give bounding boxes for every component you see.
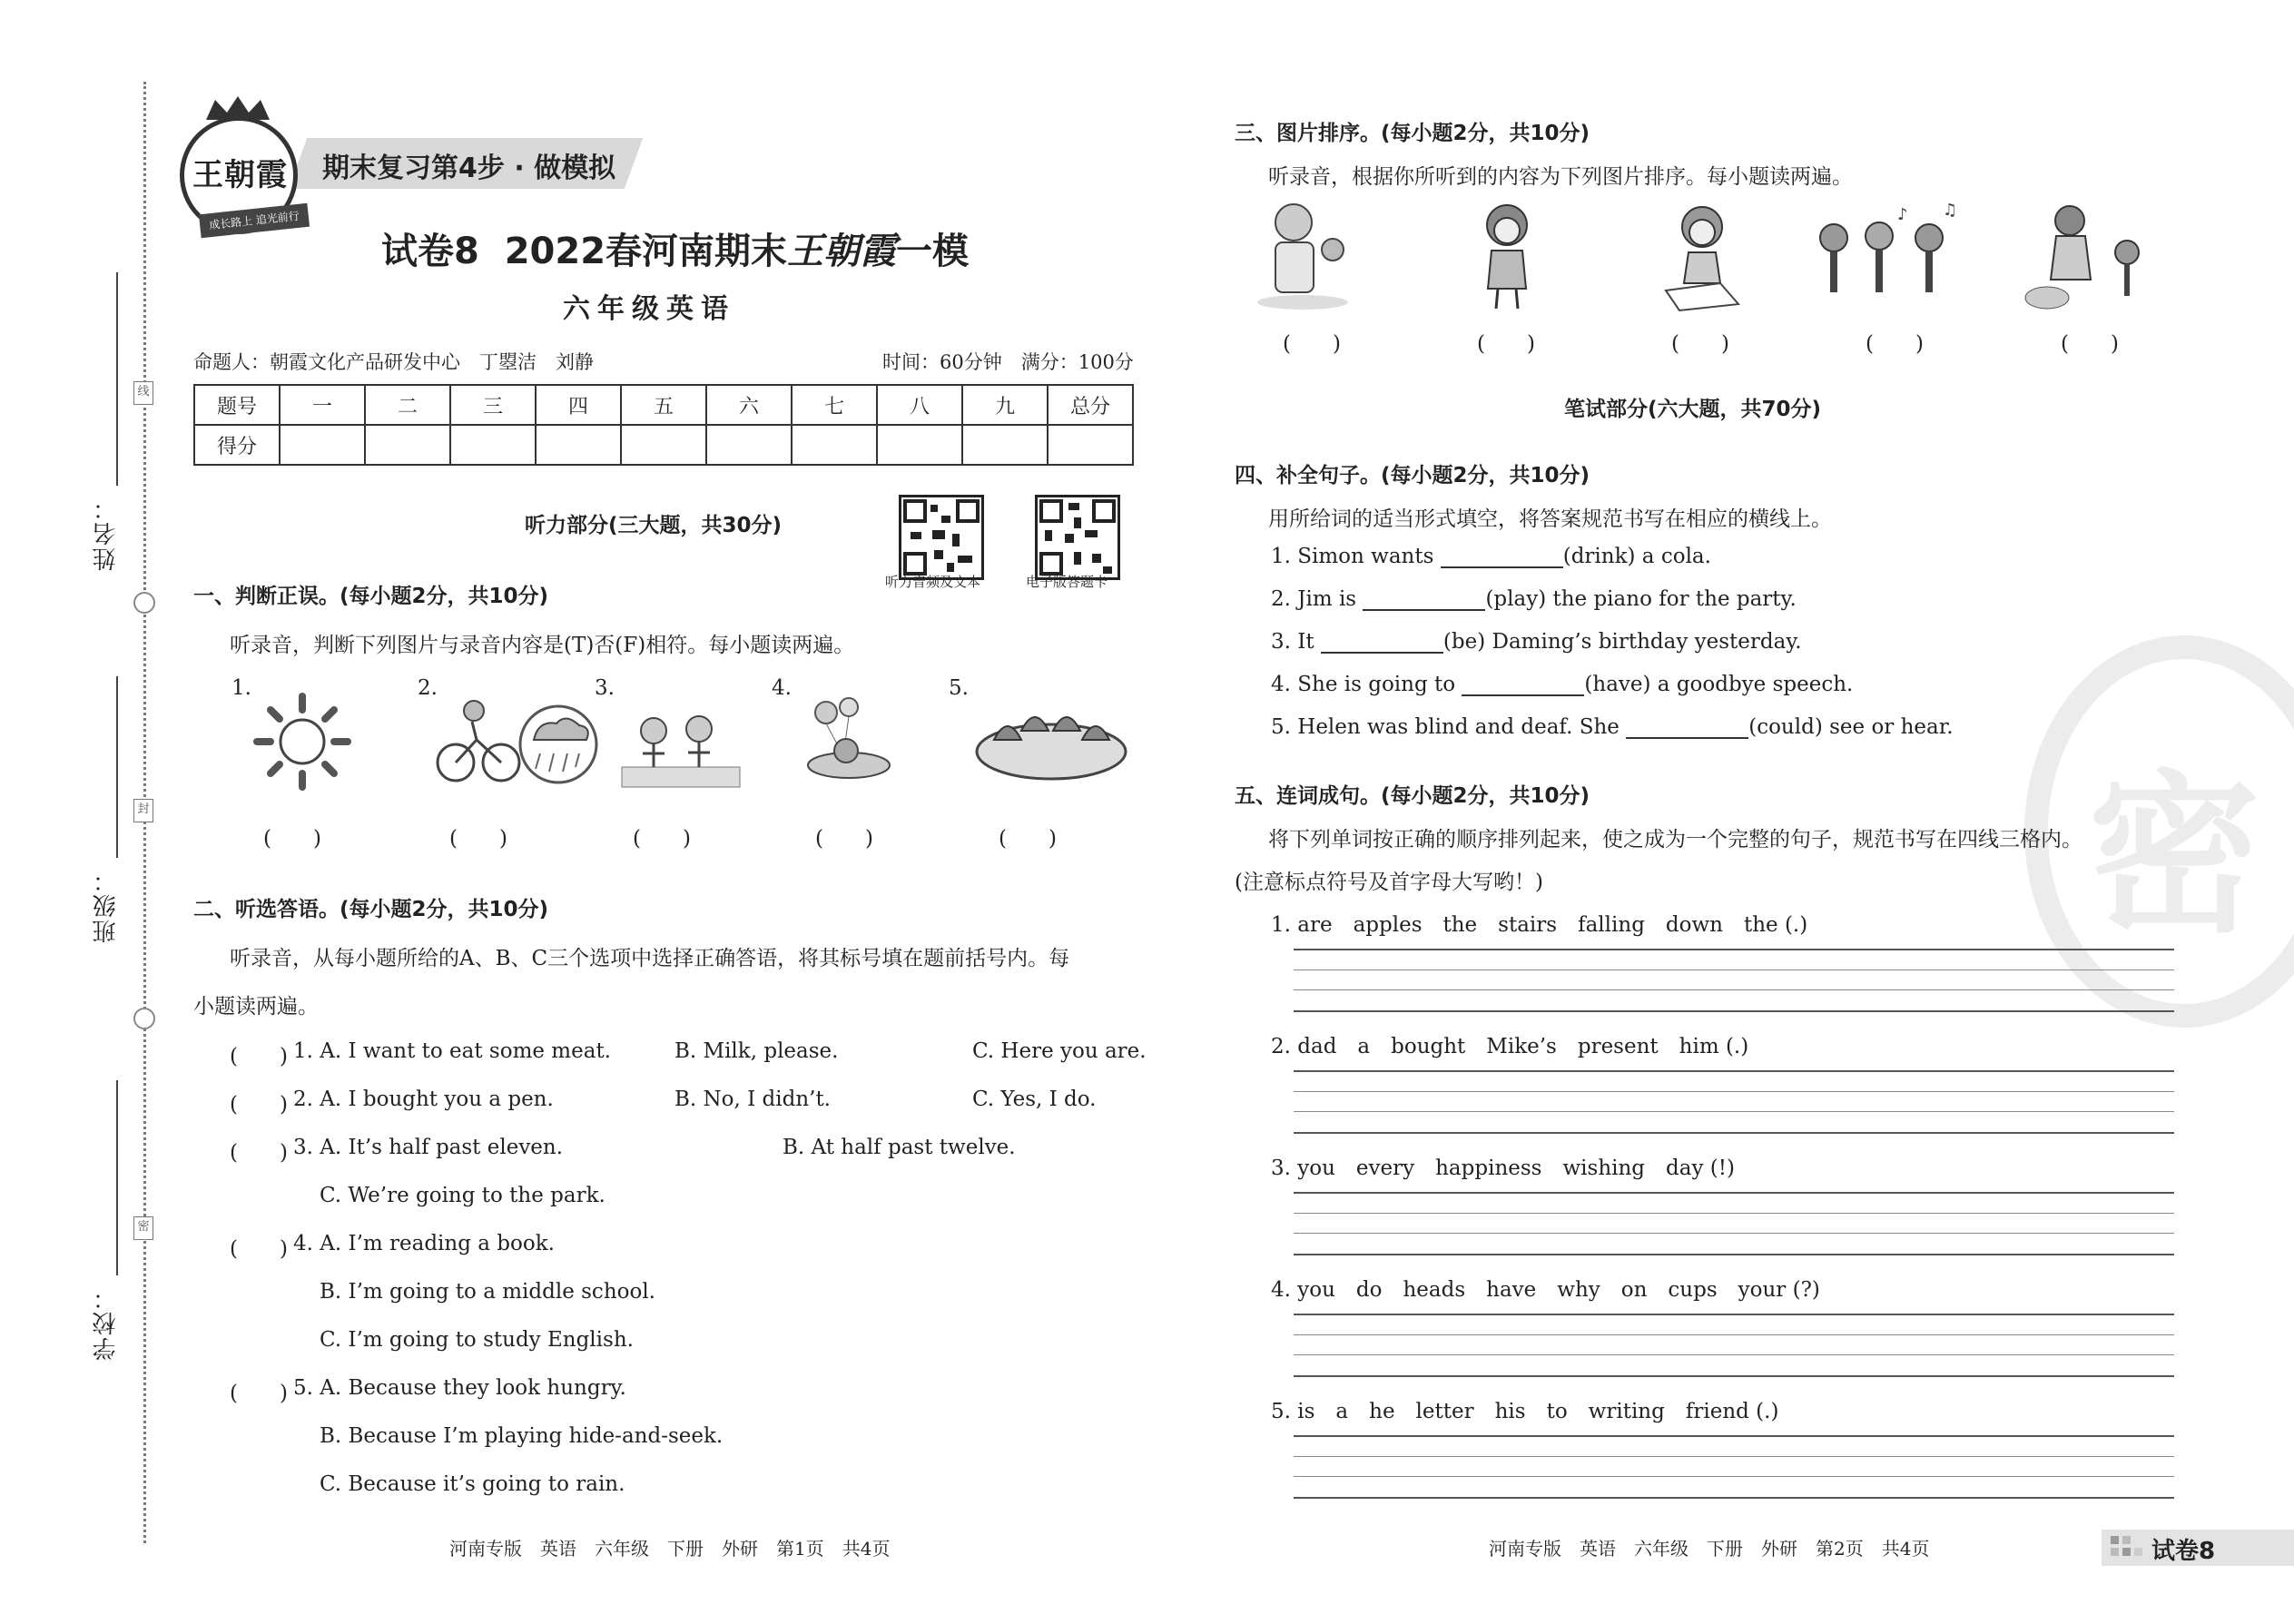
- part2-q1-a: 1. A. I want to eat some meat.: [293, 1039, 611, 1063]
- part2-instruction-cont: 小题读两遍。: [193, 995, 319, 1019]
- table-row: [194, 385, 1133, 425]
- family-garden-icon: [2020, 198, 2156, 313]
- part2-instruction: 听录音，从每小题所给的A、B、C三个选项中选择正确答语，将其标号填在题前括号内。每: [230, 947, 1070, 970]
- part2-q4-b: B. I’m going to a middle school.: [320, 1280, 655, 1304]
- school-label: 学校：: [93, 1284, 120, 1361]
- part3-title: 三、图片排序。(每小题2分，共10分): [1235, 122, 1590, 145]
- binding-hole-mark: [133, 1008, 155, 1029]
- part4-instruction: 用所给词的适当形式填空，将答案规范书写在相应的横线上。: [1268, 507, 1832, 531]
- authors: 命题人：朝霞文化产品研发中心 丁曌洁 刘静: [193, 351, 594, 373]
- score-cell[interactable]: [962, 425, 1048, 465]
- fill-blank[interactable]: [1462, 674, 1584, 696]
- table-cell: 总分: [1048, 385, 1133, 425]
- part5-note: (注意标点符号及首字母大写哟！): [1235, 871, 1543, 894]
- part1-instruction: 听录音，判断下列图片与录音内容是(T)否(F)相符。每小题读两遍。: [230, 634, 855, 657]
- four-line-writing-area[interactable]: [1294, 1435, 2174, 1499]
- part5-item: 3. you every happiness wishing day (!): [1271, 1156, 1735, 1180]
- qr-caption-answer-card: 电子版答题卡: [1026, 574, 1108, 590]
- part2-answer[interactable]: ( ): [230, 1382, 288, 1405]
- part2-q4-a: 4. A. I’m reading a book.: [293, 1232, 555, 1255]
- four-line-writing-area[interactable]: [1294, 1070, 2174, 1134]
- part5-instruction: 将下列单词按正确的顺序排列起来，使之成为一个完整的句子，规范书写在四线三格内。: [1268, 828, 2082, 851]
- name-label: 姓名：: [93, 495, 120, 571]
- part2-q5-b: B. Because I’m playing hide-and-seek.: [320, 1424, 724, 1448]
- qr-code-answer-card[interactable]: [1035, 495, 1120, 580]
- part2-q3-b: B. At half past twelve.: [783, 1136, 1016, 1159]
- table-cell: 八: [877, 385, 962, 425]
- score-table: [193, 384, 1134, 466]
- header-banner-text: 期末复习第4步 · 做模拟: [322, 153, 616, 184]
- score-cell[interactable]: [792, 425, 877, 465]
- footer-right: 河南专版 英语 六年级 下册 外研 第2页 共4页: [1489, 1538, 1930, 1560]
- qr-icon: [1038, 497, 1117, 577]
- table-cell: 六: [706, 385, 792, 425]
- score-cell[interactable]: [365, 425, 450, 465]
- score-cell[interactable]: [280, 425, 365, 465]
- part1-number: 2.: [418, 676, 438, 700]
- part2-q1-b: B. Milk, please.: [674, 1039, 839, 1063]
- part3-answer[interactable]: ( ): [1477, 332, 1535, 356]
- table-cell: 二: [365, 385, 450, 425]
- table-cell: 九: [962, 385, 1048, 425]
- part1-answer[interactable]: ( ): [263, 827, 321, 851]
- part1-answer[interactable]: ( ): [633, 827, 691, 851]
- score-cell[interactable]: [621, 425, 706, 465]
- listening-heading: 听力部分(三大题，共30分): [525, 514, 783, 537]
- bike-rain-icon: [436, 694, 599, 790]
- doctor-patient-icon: [1253, 195, 1357, 313]
- watermark-char: 密: [2088, 755, 2261, 956]
- seal-mark-seal: 封: [133, 799, 153, 822]
- brand-ribbon: 成长路上 追光前行: [199, 203, 310, 238]
- table-cell: 七: [792, 385, 877, 425]
- part5-item: 5. is a he letter his to writing friend (.): [1271, 1400, 1779, 1423]
- time-score: 时间：60分钟 满分：100分: [882, 351, 1134, 373]
- four-line-writing-area[interactable]: [1294, 1192, 2174, 1255]
- dumplings-icon: [971, 699, 1130, 785]
- footer-left: 河南专版 英语 六年级 下册 外研 第1页 共4页: [449, 1538, 891, 1560]
- table-cell: 题号: [194, 385, 280, 425]
- part3-instruction: 听录音，根据你所听到的内容为下列图片排序。每小题读两遍。: [1268, 165, 1853, 189]
- part2-answer[interactable]: ( ): [230, 1093, 288, 1117]
- score-cell[interactable]: [536, 425, 621, 465]
- part2-q5-c: C. Because it’s going to rain.: [320, 1472, 625, 1496]
- part5-item: 4. you do heads have why on cups your (?): [1271, 1278, 1820, 1302]
- part1-number: 1.: [231, 676, 251, 700]
- part4-title: 四、补全句子。(每小题2分，共10分): [1235, 464, 1590, 487]
- part5-title: 五、连词成句。(每小题2分，共10分): [1235, 784, 1590, 808]
- svg-text:♪: ♪: [1897, 205, 1908, 224]
- part2-answer[interactable]: ( ): [230, 1237, 288, 1261]
- qr-icon: [901, 497, 981, 577]
- part2-answer[interactable]: ( ): [230, 1045, 288, 1068]
- binding-hole-mark: [133, 592, 155, 614]
- part2-q5-a: 5. A. Because they look hungry.: [293, 1376, 626, 1400]
- part3-answer[interactable]: ( ): [2061, 332, 2119, 356]
- child-sleeping-icon: [799, 694, 899, 790]
- part1-number: 4.: [772, 676, 792, 700]
- logo-crown-icon: [202, 94, 274, 122]
- table-cell: 五: [621, 385, 706, 425]
- table-cell: 一: [280, 385, 365, 425]
- fill-blank[interactable]: [1441, 546, 1563, 568]
- name-field[interactable]: [116, 272, 118, 486]
- sun-icon: [252, 692, 352, 792]
- qr-caption-audio: 听力音频及文本: [885, 574, 981, 590]
- brand-logo-text: 王朝霞: [192, 157, 288, 193]
- page-title: 试卷8 2022春河南期末王朝霞一模: [381, 230, 970, 272]
- part3-answer[interactable]: ( ): [1866, 332, 1924, 356]
- fill-blank[interactable]: [1321, 632, 1443, 654]
- table-cell: 三: [450, 385, 536, 425]
- part2-title: 二、听选答语。(每小题2分，共10分): [193, 898, 549, 921]
- part2-q2-c: C. Yes, I do.: [972, 1088, 1097, 1111]
- part5-item: 1. are apples the stairs falling down the (.): [1271, 913, 1808, 937]
- part3-answer[interactable]: ( ): [1671, 332, 1729, 356]
- part2-q3-c: C. We’re going to the park.: [320, 1184, 605, 1207]
- part1-answer[interactable]: ( ): [999, 827, 1057, 851]
- four-line-writing-area[interactable]: [1294, 949, 2174, 1012]
- part4-item: 1. Simon wants (drink) a cola.: [1271, 545, 1711, 568]
- table-row: [194, 425, 1133, 465]
- fill-blank[interactable]: [1626, 717, 1748, 739]
- class-field[interactable]: [116, 676, 118, 858]
- qr-code-audio[interactable]: [899, 495, 984, 580]
- part2-q1-c: C. Here you are.: [972, 1039, 1147, 1063]
- score-cell[interactable]: [450, 425, 536, 465]
- part4-item: 5. Helen was blind and deaf. She (could) see or hear.: [1271, 715, 1954, 739]
- part1-number: 5.: [949, 676, 969, 700]
- part1-title: 一、判断正误。(每小题2分，共10分): [193, 585, 549, 608]
- part2-q2-a: 2. A. I bought you a pen.: [293, 1088, 554, 1111]
- children-singing-icon: [1807, 202, 1974, 313]
- written-heading: 笔试部分(六大题，共70分): [1564, 398, 1822, 421]
- part3-answer[interactable]: ( ): [1283, 332, 1341, 356]
- four-line-writing-area[interactable]: [1294, 1314, 2174, 1377]
- page-subtitle: 六年级英语: [563, 293, 735, 325]
- part4-item: 4. She is going to (have) a goodbye speech.: [1271, 673, 1854, 696]
- part5-item: 2. dad a bought Mike’s present him (.): [1271, 1035, 1749, 1058]
- kids-playing-icon: [617, 704, 744, 790]
- part4-item: 3. It (be) Daming’s birthday yesterday.: [1271, 630, 1802, 654]
- class-label: 班级：: [93, 867, 120, 943]
- part2-q4-c: C. I’m going to study English.: [320, 1328, 634, 1352]
- part4-item: 2. Jim is (play) the piano for the party.: [1271, 587, 1797, 611]
- score-cell[interactable]: [877, 425, 962, 465]
- girl-drawing-icon: [1648, 200, 1757, 313]
- svg-text:♫: ♫: [1943, 201, 1958, 220]
- part1-answer[interactable]: ( ): [815, 827, 873, 851]
- table-cell: 四: [536, 385, 621, 425]
- girl-standing-icon: [1466, 198, 1548, 313]
- page-tag-text: 试卷8: [2151, 1538, 2216, 1565]
- part2-answer[interactable]: ( ): [230, 1141, 288, 1165]
- part1-number: 3.: [595, 676, 615, 700]
- fill-blank[interactable]: [1363, 589, 1485, 611]
- grid-dots-icon: [2111, 1536, 2143, 1560]
- score-cell[interactable]: [1048, 425, 1133, 465]
- school-field[interactable]: [116, 1080, 118, 1275]
- seal-mark-line: 线: [133, 381, 153, 405]
- part1-answer[interactable]: ( ): [449, 827, 507, 851]
- table-cell: 得分: [194, 425, 280, 465]
- score-cell[interactable]: [706, 425, 792, 465]
- part2-q3-a: 3. A. It’s half past eleven.: [293, 1136, 564, 1159]
- part2-q2-b: B. No, I didn’t.: [674, 1088, 831, 1111]
- seal-mark-secret: 密: [133, 1216, 153, 1240]
